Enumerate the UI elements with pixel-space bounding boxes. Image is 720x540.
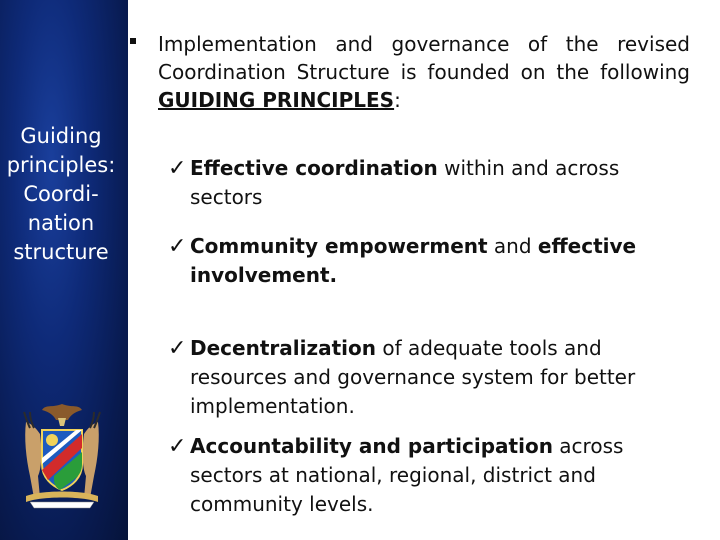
list-item	[168, 232, 688, 290]
principle-text: of adequate tools and resources and governance system for better implementation.	[190, 336, 636, 418]
guiding-principles-emphasis: GUIDING PRINCIPLES	[158, 88, 395, 112]
sidebar-title: Guiding principles: Coordi- nation structure	[6, 124, 116, 264]
principle-bold: Effective coordination	[190, 156, 438, 180]
square-bullet-icon	[130, 38, 136, 44]
list-item	[168, 432, 688, 519]
principle-bold-2: effective involvement.	[190, 234, 637, 287]
principle-bold: Community empowerment	[190, 234, 488, 258]
list-item	[168, 334, 688, 421]
sidebar-panel	[0, 0, 128, 540]
intro-text-start: Implementation and governance of the revised Coordination Structure is founded on the following	[158, 32, 690, 84]
intro-text	[158, 30, 690, 114]
principle-text: and	[487, 234, 538, 258]
principle-text: within and across sectors	[190, 156, 620, 209]
coat-of-arms-icon	[12, 398, 112, 510]
principle-bold: Accountability and participation	[190, 434, 553, 458]
checkmark-icon: ✓	[168, 336, 187, 361]
checkmark-icon: ✓	[168, 434, 187, 459]
intro-paragraph	[130, 30, 690, 114]
principle-text: across sectors at national, regional, district and community levels.	[190, 434, 624, 516]
checkmark-icon: ✓	[168, 234, 187, 259]
intro-text-end: :	[394, 88, 401, 112]
list-item	[168, 154, 688, 212]
principle-bold: Decentralization	[190, 336, 376, 360]
checkmark-icon: ✓	[168, 156, 187, 181]
